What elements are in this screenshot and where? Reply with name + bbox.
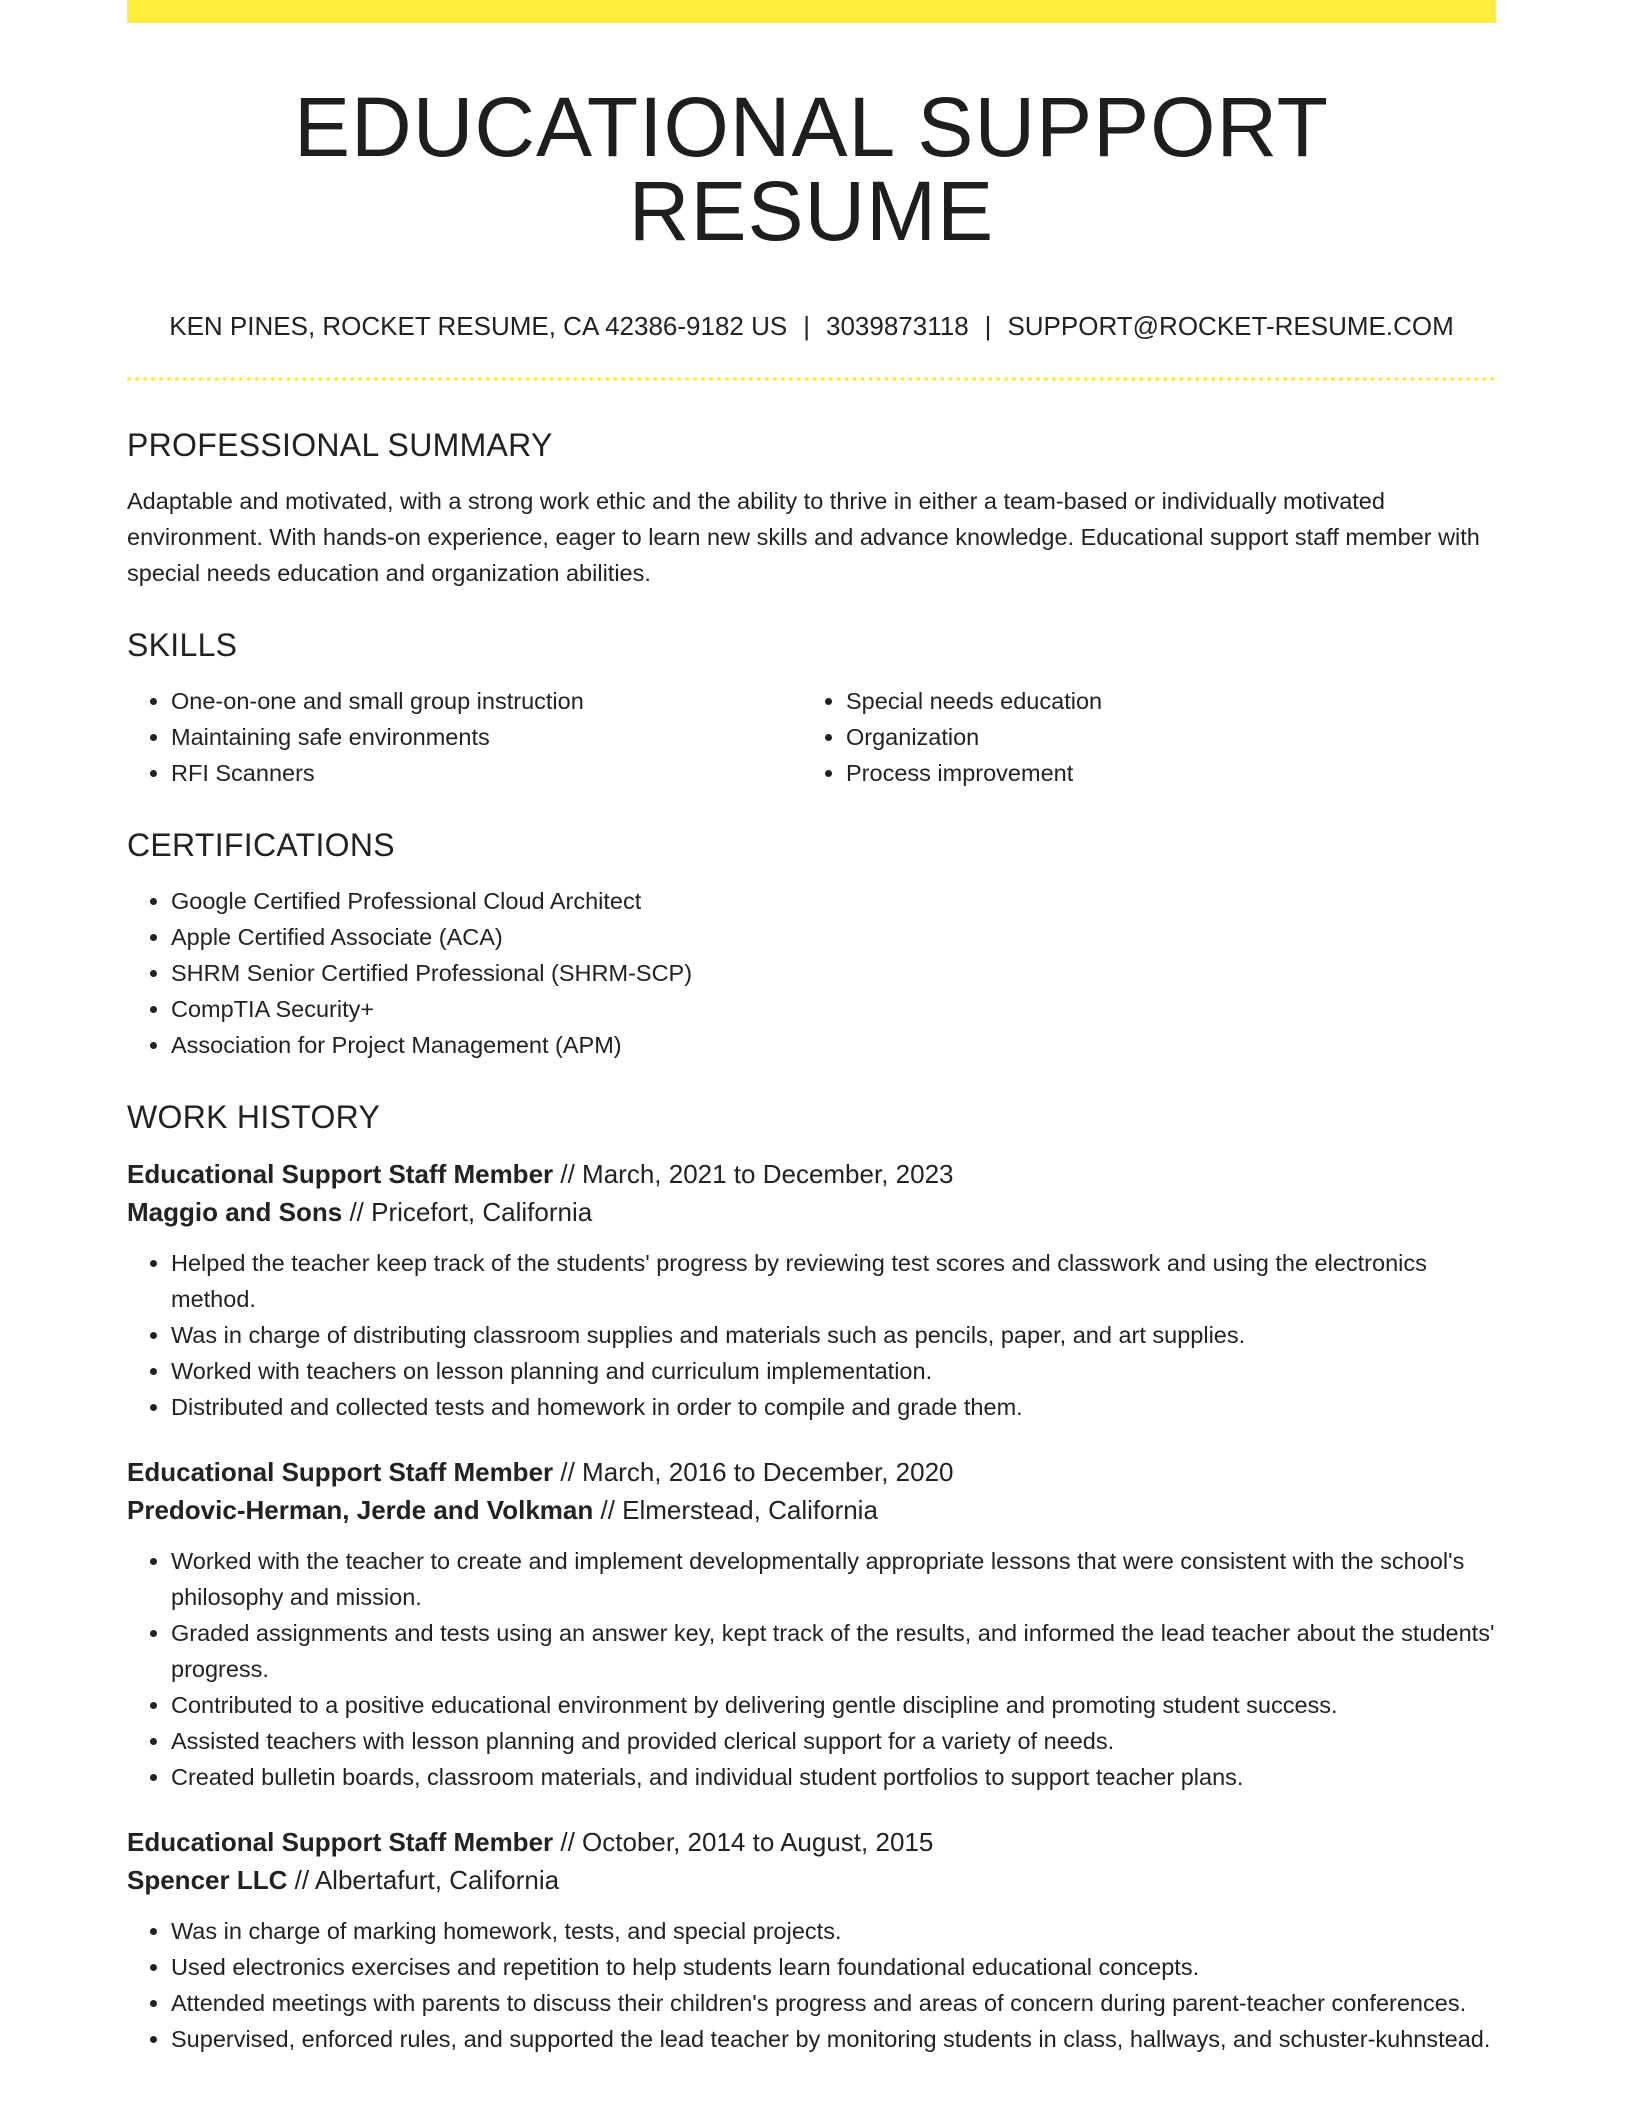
skill-item: • One-on-one and small group instruction <box>171 683 802 719</box>
skills-heading: SKILLS <box>127 627 238 663</box>
job-entry <box>127 1155 1496 1425</box>
job-entry <box>127 1823 1496 2057</box>
job-title: Educational Support Staff Member <box>127 1827 554 1857</box>
job-company: Maggio and Sons <box>127 1197 343 1227</box>
certification-item: • Apple Certified Associate (ACA) <box>171 919 1496 955</box>
job-bullet: • Created bulletin boards, classroom materials, and individual student portfolios to support teacher plans. <box>171 1759 1496 1795</box>
resume-page <box>127 0 1496 2057</box>
job-dates: // March, 2016 to December, 2020 <box>553 1457 954 1487</box>
resume-title: EDUCATIONAL SUPPORT RESUME <box>294 80 1329 258</box>
work-history-heading: WORK HISTORY <box>127 1099 381 1135</box>
job-company: Predovic-Herman, Jerde and Volkman <box>127 1495 594 1525</box>
job-bullet: • Used electronics exercises and repetition to help students learn foundational educational concepts. <box>171 1949 1496 1985</box>
job-company-line <box>127 1491 1496 1529</box>
job-company: Spencer LLC <box>127 1865 288 1895</box>
job-location: // Albertafurt, California <box>287 1865 560 1895</box>
contact-phone[interactable]: 3039873118 <box>826 311 969 341</box>
job-bullets <box>127 1913 1496 2057</box>
certification-item: • Association for Project Management (APM) <box>171 1027 1496 1063</box>
job-bullets <box>127 1543 1496 1795</box>
certification-item: • Google Certified Professional Cloud Architect <box>171 883 1496 919</box>
job-company-line <box>127 1193 1496 1231</box>
summary-heading: PROFESSIONAL SUMMARY <box>127 427 553 463</box>
top-accent-bar <box>127 0 1496 23</box>
job-company-line <box>127 1861 1496 1899</box>
job-location: // Elmerstead, California <box>593 1495 878 1525</box>
summary-text: Adaptable and motivated, with a strong work ethic and the ability to thrive in either a team-based or individually motivated environment. With hands-on experience, eager to learn new skills and advance knowledge. Educational support staff member with special needs education and organization abilities. <box>127 488 1480 586</box>
job-bullet: • Worked with the teacher to create and implement developmentally appropriate lessons that were consistent with the school's philosophy and mission. <box>171 1543 1496 1615</box>
job-bullet: • Helped the teacher keep track of the students' progress by reviewing test scores and classwork and using the electronics method. <box>171 1245 1496 1317</box>
certification-item: • CompTIA Security+ <box>171 991 1496 1027</box>
skill-item: • Maintaining safe environments <box>171 719 802 755</box>
header-divider <box>127 377 1496 381</box>
skill-item: • Special needs education <box>846 683 1477 719</box>
job-bullet: • Contributed to a positive educational environment by delivering gentle discipline and promoting student success. <box>171 1687 1496 1723</box>
job-title-line <box>127 1453 1496 1491</box>
certification-item: • SHRM Senior Certified Professional (SHRM-SCP) <box>171 955 1496 991</box>
job-dates: // March, 2021 to December, 2023 <box>553 1159 954 1189</box>
contact-address: KEN PINES, ROCKET RESUME, CA 42386-9182 US <box>169 311 788 341</box>
job-bullet: • Attended meetings with parents to discuss their children's progress and areas of concern during parent-teacher conferences. <box>171 1985 1496 2021</box>
skills-column-right <box>802 683 1477 791</box>
job-bullet: • Supervised, enforced rules, and supported the lead teacher by monitoring students in class, hallways, and schuster-kuhnstead. <box>171 2021 1496 2057</box>
contact-separator: | <box>803 311 810 341</box>
job-bullet: • Graded assignments and tests using an answer key, kept track of the results, and informed the lead teacher about the students' progress. <box>171 1615 1496 1687</box>
job-bullets <box>127 1245 1496 1425</box>
certifications-list <box>127 883 1496 1063</box>
contact-email[interactable]: SUPPORT@ROCKET-RESUME.COM <box>1007 311 1454 341</box>
skill-item: • Process improvement <box>846 755 1477 791</box>
contact-line <box>127 313 1496 339</box>
job-title-line <box>127 1155 1496 1193</box>
skills-list <box>127 683 1496 791</box>
skills-column-left <box>127 683 802 791</box>
job-entry <box>127 1453 1496 1795</box>
skill-item: • RFI Scanners <box>171 755 802 791</box>
job-bullet: • Was in charge of distributing classroom supplies and materials such as pencils, paper, and art supplies. <box>171 1317 1496 1353</box>
job-bullet: • Assisted teachers with lesson planning and provided clerical support for a variety of needs. <box>171 1723 1496 1759</box>
job-title: Educational Support Staff Member <box>127 1457 554 1487</box>
job-title-line <box>127 1823 1496 1861</box>
skill-item: • Organization <box>846 719 1477 755</box>
job-location: // Pricefort, California <box>342 1197 593 1227</box>
certifications-heading: CERTIFICATIONS <box>127 827 395 863</box>
contact-separator: | <box>984 311 992 341</box>
job-bullet: • Worked with teachers on lesson planning and curriculum implementation. <box>171 1353 1496 1389</box>
job-bullet: • Was in charge of marking homework, tests, and special projects. <box>171 1913 1496 1949</box>
job-bullet: • Distributed and collected tests and homework in order to compile and grade them. <box>171 1389 1496 1425</box>
job-dates: // October, 2014 to August, 2015 <box>553 1827 934 1857</box>
job-title: Educational Support Staff Member <box>127 1159 554 1189</box>
